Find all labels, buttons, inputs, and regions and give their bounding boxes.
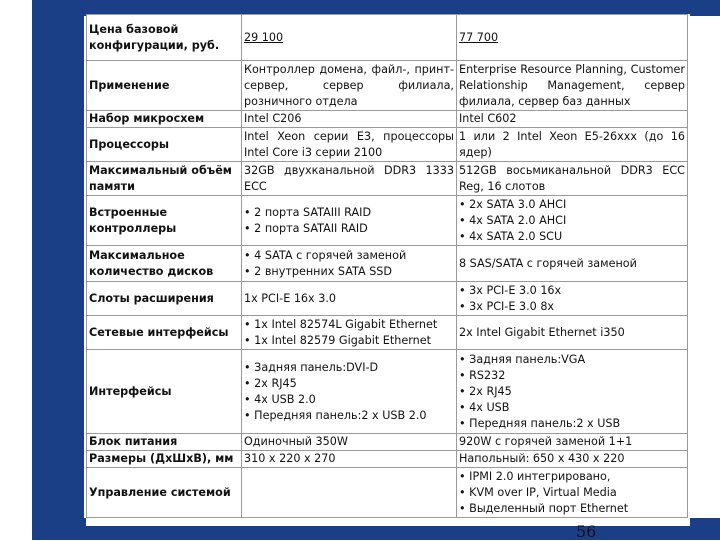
spec-line: • Выделенный порт Ethernet bbox=[459, 501, 629, 515]
spec-line: • 3x PCI-E 3.0 16x bbox=[459, 283, 562, 297]
spec-line: Одиночный 350W bbox=[244, 435, 348, 448]
spec-row bbox=[87, 15, 688, 61]
spec-line: 8 SAS/SATA с горячей заменой bbox=[459, 256, 637, 270]
spec-line: • KVM over IP, Virtual Media bbox=[459, 485, 617, 499]
spec-line: • Задняя панель:VGA bbox=[459, 352, 586, 366]
spec-row bbox=[87, 316, 688, 350]
spec-line: • 4 SATA с горячей заменой bbox=[244, 248, 407, 262]
spec-value-model-1 bbox=[242, 111, 457, 128]
spec-line: Enterprise Resource Planning, Customer Relationship Management, сервер филиала, сервер баз данных bbox=[459, 62, 685, 108]
spec-line: • 1x Intel 82579 Gigabit Ethernet bbox=[244, 333, 431, 347]
spec-value-model-2 bbox=[457, 451, 688, 468]
spec-line: • 4x USB bbox=[459, 400, 510, 414]
spec-line: • Передняя панель:2 x USB 2.0 bbox=[244, 408, 427, 422]
spec-label: Блок питания bbox=[87, 434, 242, 451]
spec-label: Набор микросхем bbox=[87, 111, 242, 128]
spec-line: • 2x SATA 3.0 AHCI bbox=[459, 197, 567, 211]
spec-value-model-2 bbox=[457, 61, 688, 111]
spec-value-model-1 bbox=[242, 282, 457, 316]
spec-row bbox=[87, 162, 688, 196]
spec-line: • Задняя панель:DVI-D bbox=[244, 360, 379, 374]
spec-row bbox=[87, 468, 688, 518]
spec-line: 920W с горячей заменой 1+1 bbox=[459, 435, 633, 448]
spec-value-model-1 bbox=[242, 434, 457, 451]
spec-value-model-2 bbox=[457, 196, 688, 246]
spec-value-model-2 bbox=[457, 316, 688, 350]
page-number: 56 bbox=[576, 522, 597, 541]
spec-line: • 2 порта SATAIII RAID bbox=[244, 205, 372, 219]
spec-line: Intel Xeon серии E3, процессоры Intel Core i3 серии 2100 bbox=[244, 129, 454, 159]
spec-line: • 2 порта SATAII RAID bbox=[244, 221, 368, 235]
price-link[interactable]: 77 700 bbox=[459, 30, 499, 44]
spec-label: Максимальный объём памяти bbox=[87, 162, 242, 196]
spec-table bbox=[86, 14, 688, 518]
spec-line: • RS232 bbox=[459, 368, 506, 382]
spec-value-model-2 bbox=[457, 111, 688, 128]
spec-label: Применение bbox=[87, 61, 242, 111]
spec-line: 1x PCI-E 16x 3.0 bbox=[244, 291, 337, 305]
spec-value-model-1 bbox=[242, 162, 457, 196]
spec-label: Встроенные контроллеры bbox=[87, 196, 242, 246]
spec-value-model-1 bbox=[242, 468, 457, 518]
spec-label: Сетевые интерфейсы bbox=[87, 316, 242, 350]
spec-value-model-1 bbox=[242, 350, 457, 434]
spec-row bbox=[87, 350, 688, 434]
spec-value-model-2 bbox=[457, 468, 688, 518]
spec-label: Максимальное количество дисков bbox=[87, 246, 242, 282]
spec-line: • 4x USB 2.0 bbox=[244, 392, 316, 406]
spec-value-model-2 bbox=[457, 128, 688, 162]
spec-line: Intel C602 bbox=[459, 112, 517, 125]
price-link[interactable]: 29 100 bbox=[244, 30, 284, 44]
spec-row bbox=[87, 128, 688, 162]
spec-row bbox=[87, 246, 688, 282]
spec-row bbox=[87, 196, 688, 246]
spec-label: Интерфейсы bbox=[87, 350, 242, 434]
spec-line: 512GB восьмиканальной DDR3 ECC Reg, 16 слотов bbox=[459, 163, 685, 193]
spec-line: • 2x RJ45 bbox=[244, 376, 297, 390]
spec-row bbox=[87, 61, 688, 111]
spec-line: 32GB двухканальной DDR3 1333 ECC bbox=[244, 163, 454, 193]
spec-line: Напольный: 650 x 430 x 220 bbox=[459, 452, 625, 465]
spec-line: 2x Intel Gigabit Ethernet i350 bbox=[459, 325, 625, 339]
spec-value-model-2 bbox=[457, 246, 688, 282]
spec-line: • 4x SATA 2.0 SCU bbox=[459, 229, 563, 243]
spec-value-model-1 bbox=[242, 128, 457, 162]
spec-value-model-1 bbox=[242, 246, 457, 282]
spec-value-model-2 bbox=[457, 162, 688, 196]
spec-label: Процессоры bbox=[87, 128, 242, 162]
spec-row bbox=[87, 451, 688, 468]
spec-label: Размеры (ДхШхВ), мм bbox=[87, 451, 242, 468]
spec-line: • 2 внутренних SATA SSD bbox=[244, 264, 393, 278]
spec-line: 310 x 220 x 270 bbox=[244, 452, 336, 465]
spec-line: • Передняя панель:2 x USB bbox=[459, 416, 621, 430]
spec-value-model-1 bbox=[242, 451, 457, 468]
spec-value-model-1 bbox=[242, 15, 457, 61]
spec-label: Цена базовой конфигурации, руб. bbox=[87, 15, 242, 61]
spec-line: 1 или 2 Intel Xeon E5-26xxx (до 16 ядер) bbox=[459, 129, 685, 159]
spec-sheet bbox=[86, 14, 690, 526]
spec-line: • 2x RJ45 bbox=[459, 384, 512, 398]
spec-label: Слоты расширения bbox=[87, 282, 242, 316]
spec-line: • 3x PCI-E 3.0 8x bbox=[459, 299, 555, 313]
spec-value-model-1 bbox=[242, 196, 457, 246]
spec-row bbox=[87, 282, 688, 316]
spec-value-model-1 bbox=[242, 316, 457, 350]
spec-line: Intel C206 bbox=[244, 112, 302, 125]
spec-row bbox=[87, 111, 688, 128]
spec-value-model-2 bbox=[457, 282, 688, 316]
spec-value-model-2 bbox=[457, 434, 688, 451]
spec-line: • 1x Intel 82574L Gigabit Ethernet bbox=[244, 317, 438, 331]
left-accent-bar bbox=[32, 0, 84, 540]
spec-row bbox=[87, 434, 688, 451]
spec-value-model-2 bbox=[457, 350, 688, 434]
spec-label: Управление системой bbox=[87, 468, 242, 518]
spec-line: • 4x SATA 2.0 AHCI bbox=[459, 213, 567, 227]
spec-value-model-1 bbox=[242, 61, 457, 111]
spec-value-model-2 bbox=[457, 15, 688, 61]
spec-line: • IPMI 2.0 интегрировано, bbox=[459, 469, 611, 483]
spec-line: Контроллер домена, файл-, принт-сервер, сервер филиала, розничного отдела bbox=[244, 62, 454, 108]
